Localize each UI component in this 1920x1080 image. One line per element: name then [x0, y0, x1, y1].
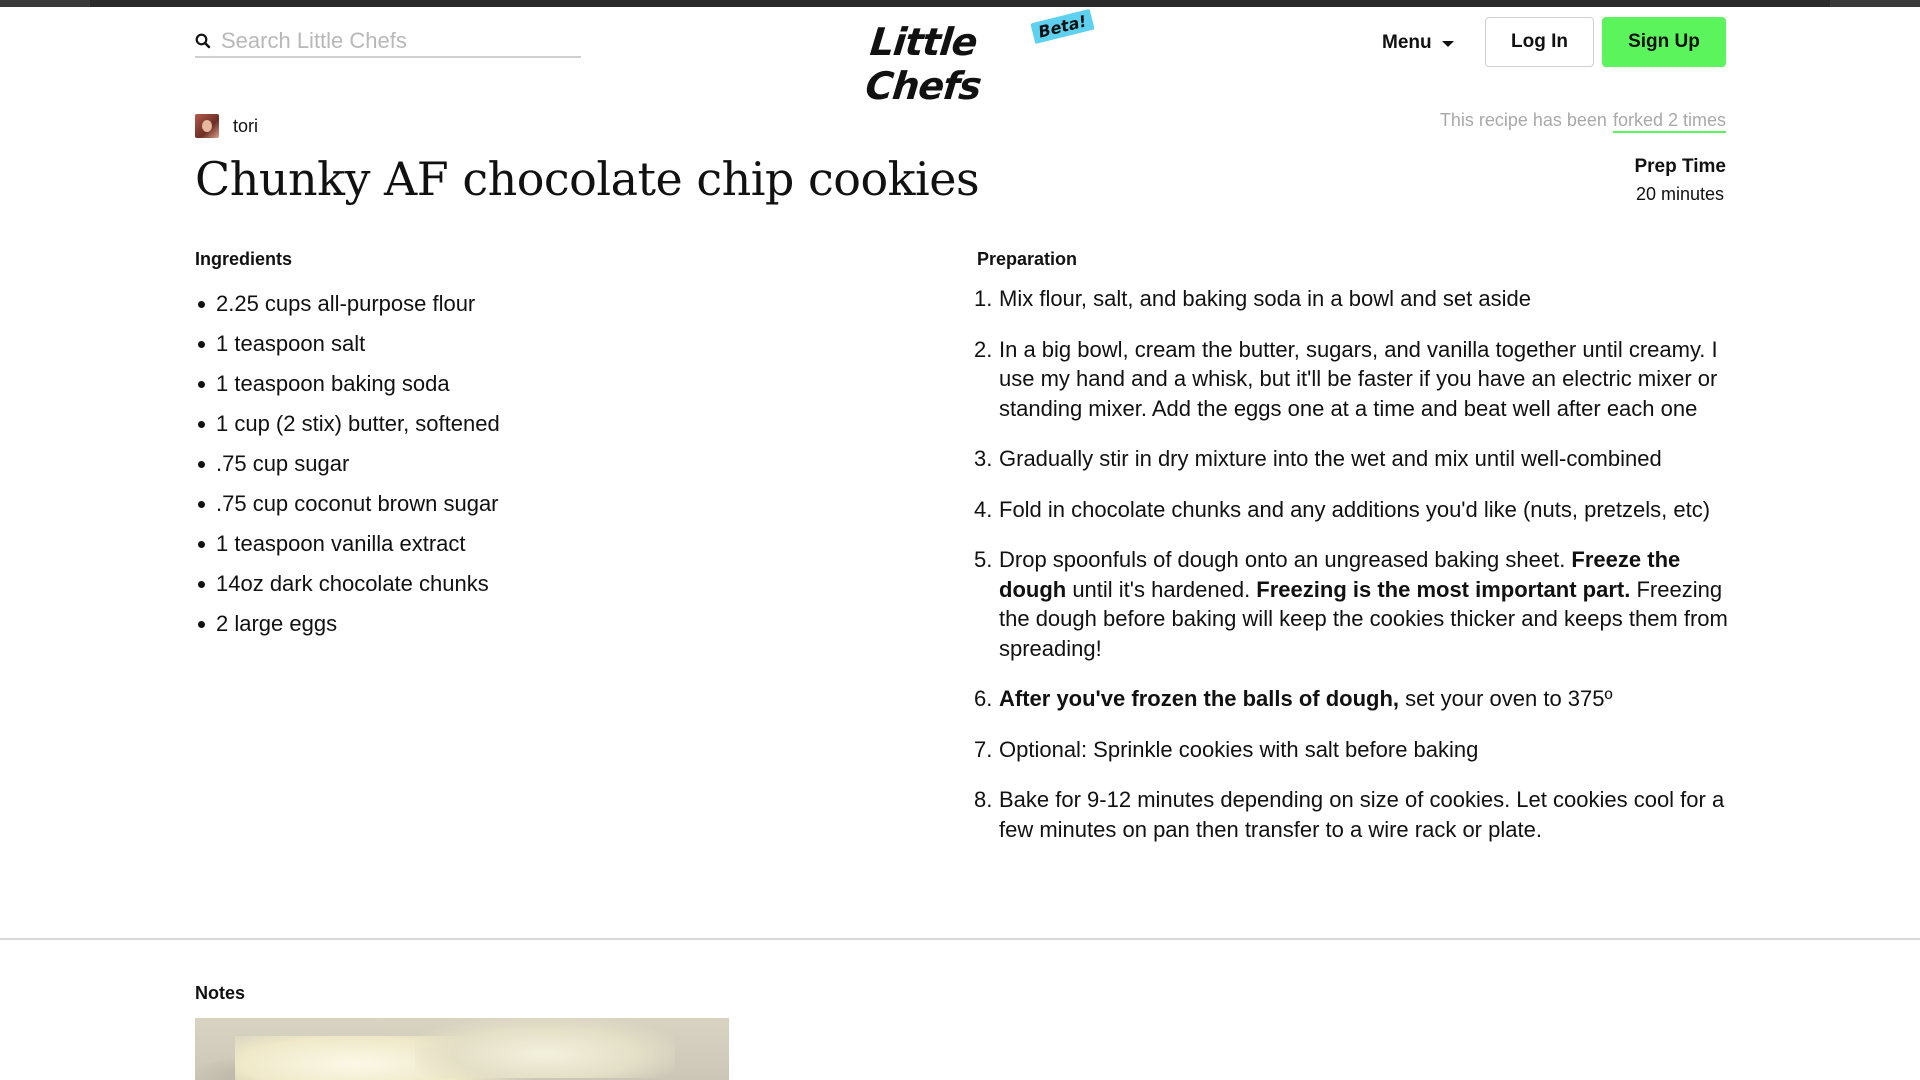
avatar[interactable] [195, 114, 219, 138]
step-text-part: Bake for 9-12 minutes depending on size of cookies. Let cookies cool for a few minutes on pan then transfer to a wire rack or plate. [999, 787, 1725, 842]
step-number: 2. [974, 336, 993, 362]
preparation-steps [974, 284, 1734, 865]
preparation-step [974, 335, 1734, 424]
step-text-part: set your oven to 375º [1399, 686, 1613, 711]
forks-link[interactable]: forked 2 times [1613, 110, 1726, 133]
login-button[interactable]: Log In [1485, 17, 1594, 67]
step-text [999, 785, 1734, 844]
step-number: 3. [974, 446, 993, 471]
search-bar[interactable] [195, 26, 581, 58]
step-text [999, 735, 1734, 765]
step-number: 4. [974, 496, 993, 522]
step-number: 8. [974, 787, 993, 812]
step-text [999, 545, 1734, 663]
top-window-bar-inner [90, 0, 1830, 7]
notes-photo [195, 1018, 729, 1080]
ingredient-item: 2 large eggs [195, 604, 895, 644]
fork-note [1440, 110, 1726, 133]
step-number: 6. [974, 686, 993, 711]
step-text-part: Gradually stir in dry mixture into the wet and mix until well-combined [999, 446, 1662, 471]
recipe-author[interactable] [195, 114, 258, 138]
ingredients-heading: Ingredients [195, 249, 293, 269]
ingredient-item: 14oz dark chocolate chunks [195, 564, 895, 604]
step-text-part: Freezing the dough before baking will keep the cookies thicker and keeps them from spreading! [999, 576, 1728, 661]
search-icon [195, 30, 217, 52]
ingredient-item: 1 teaspoon baking soda [195, 364, 895, 404]
top-window-bar [0, 0, 1920, 7]
site-logo[interactable] [863, 11, 1089, 108]
ingredient-item: .75 cup sugar [195, 444, 895, 484]
preparation-step [974, 735, 1734, 765]
step-text-part: Drop spoonfuls of dough onto an ungreased baking sheet. [999, 547, 1572, 572]
chevron-down-icon [1442, 41, 1454, 47]
prep-time-value: 20 minutes [1635, 184, 1724, 204]
author-name[interactable]: tori [233, 115, 259, 136]
step-text-part: In a big bowl, cream the butter, sugars, and vanilla together until creamy. I use my hand and a whisk, but it'll be faster if you have an electric mixer or standing mixer. Add the eggs one at a time and beat well after each one [999, 336, 1718, 421]
step-text [999, 335, 1734, 424]
ingredient-item: 1 cup (2 stix) butter, softened [195, 404, 895, 444]
beta-badge: Beta! [1030, 9, 1094, 44]
step-text-part: until it's hardened. [1066, 576, 1257, 602]
ingredient-item: .75 cup coconut brown sugar [195, 484, 895, 524]
signup-button[interactable]: Sign Up [1602, 17, 1726, 67]
ingredient-item: 1 teaspoon salt [195, 324, 895, 364]
preparation-heading: Preparation [977, 249, 1078, 269]
search-input[interactable] [217, 28, 567, 54]
page-title: Chunky AF chocolate chip cookies [195, 152, 980, 206]
step-text [999, 444, 1734, 474]
prep-time-label: Prep Time [1634, 156, 1726, 177]
step-text [999, 684, 1734, 714]
menu-dropdown-button[interactable] [1382, 30, 1454, 56]
preparation-step [974, 284, 1734, 314]
ingredients-list [195, 284, 895, 644]
step-text-part: Fold in chocolate chunks and any additions you'd like (nuts, pretzels, etc) [999, 496, 1711, 522]
ingredient-item: 2.25 cups all-purpose flour [195, 284, 895, 324]
preparation-step [974, 495, 1734, 525]
logo-text: Little Chefs [863, 20, 983, 108]
preparation-step [974, 444, 1734, 474]
step-number: 1. [974, 286, 993, 311]
step-number: 7. [974, 736, 993, 762]
step-text [999, 284, 1734, 314]
step-text-part: Optional: Sprinkle cookies with salt before baking [999, 736, 1479, 762]
step-number: 5. [974, 547, 993, 572]
ingredient-item: 1 teaspoon vanilla extract [195, 524, 895, 564]
step-text-part: Mix flour, salt, and baking soda in a bowl and set aside [999, 286, 1531, 311]
notes-photo-highlight [415, 1018, 675, 1078]
menu-label: Menu [1382, 32, 1432, 53]
section-divider [0, 938, 1920, 940]
preparation-step [974, 785, 1734, 844]
step-text-bold: Freeze the dough [999, 547, 1681, 602]
fork-note-text: This recipe has been [1439, 110, 1607, 130]
notes-heading: Notes [195, 983, 246, 1003]
step-text-bold: After you've frozen the balls of dough, [999, 686, 1400, 711]
step-text-bold: Freezing is the most important part. [1256, 576, 1631, 602]
preparation-step [974, 545, 1734, 663]
preparation-step [974, 684, 1734, 714]
step-text [999, 495, 1734, 525]
